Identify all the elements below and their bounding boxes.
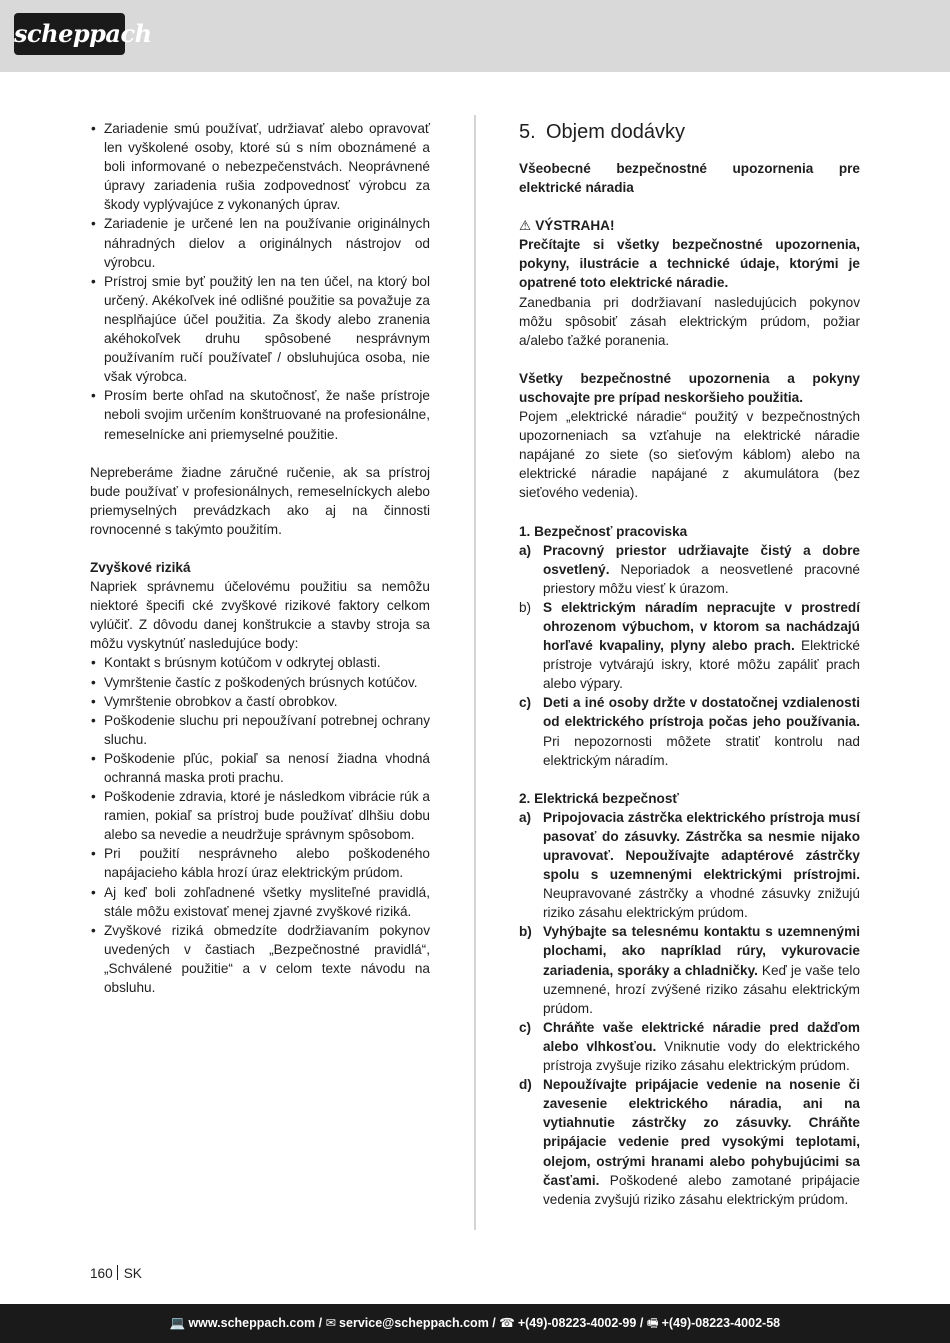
general-safety-heading: Všeobecné bezpečnostné upozornenia pre elektrické náradia [519,161,860,196]
page-header [0,0,950,72]
item-text: Elektrické prístroje vytvárajú iskry, ktoré môžu zapáliť prach alebo výpary. [543,638,860,692]
section-number: 5. [519,121,536,143]
email-link[interactable]: service@scheppach.com [339,1316,489,1330]
list-item [519,541,860,598]
contact-footer [0,1304,950,1343]
list-item [519,922,860,1017]
fax-number: +(49)-08223-4002-58 [661,1316,781,1330]
item-bold: Vyhýbajte sa telesnému kontaktu s uzemnenými plochami, ako napríklad rúry, vykurovacie zariadenia, sporáky a chladničky. [543,924,860,978]
electrical-safety-heading: 2. Elektrická bezpečnosť [519,790,679,806]
list-item: • Poškodenie pľúc, pokiaľ sa nenosí žiadna vhodná ochranná maska proti prachu. [90,749,430,787]
item-bold: Deti a iné osoby držte v dostatočnej vzdialenosti od elektrického prístroja počas jeho používania. [543,695,860,730]
laptop-icon: 💻 [169,1316,186,1330]
item-text: Neupravované zástrčky a vhodné zásuvky znižujú riziko zásahu elektrickým prúdom. [543,886,860,921]
list-item: • Zariadenie smú používať, udržiavať alebo opravovať len vyškolené osoby, ktoré sú s ním oboznámené a boli informované o nebezpečenstvách. Neoprávnené úpravy zariadenia rušia zodpovednosť výrobcu za škody vyplývajúce z vykonaných úprav. [90,119,430,214]
right-column [519,119,860,1209]
list-item: • Vymrštenie častíc z poškodených brúsnych kotúčov. [90,673,430,692]
warning-label-text: VÝSTRAHA! [535,218,615,234]
list-item: • Aj keď boli zohľadnené všetky mysliteľné pravidlá, stále môžu existovať menej zjavné zvyškové riziká. [90,883,430,921]
mail-icon: ✉ [325,1316,337,1330]
list-item [519,808,860,923]
list-item: • Poškodenie sluchu pri nepoužívaní potrebnej ochrany sluchu. [90,711,430,749]
item-text: Neporiadok a neosvetlené pracovné priestory môžu viesť k úrazom. [543,561,860,596]
page-separator [117,1265,118,1280]
language-code: SK [123,1266,142,1281]
item-bold: Chráňte vaše elektrické náradie pred dažďom alebo vlhkosťou. [543,1019,860,1054]
item-letter: c) [519,695,532,711]
phone-number: +(49)-08223-4002-99 [517,1316,637,1330]
keep-instructions-text: Pojem „elektrické náradie“ použitý v bezpečnostných upozorneniach sa vzťahuje na elektrické náradie napájané zo siete (so sieťovým káblom) alebo na elektrické náradie napájané z akumulátora (bez sieťového vedenia). [519,409,860,501]
left-column [90,119,430,997]
risks-bullet-list [90,653,430,997]
section-heading [519,119,860,145]
warning-triangle-icon: ⚠ [519,218,532,234]
list-item: • Vymrštenie obrobkov a častí obrobkov. [90,692,430,711]
list-item: • Pri použití nesprávneho alebo poškodeného napájacieho kábla hrozí úraz elektrickým prúdom. [90,844,430,882]
scheppach-logo: scheppach [14,13,125,55]
residual-risks-intro: Napriek správnemu účelovému použitiu sa nemôžu niektoré špecifi cké zvyškové rizikové faktory celkom vylúčiť. Z dôvodu danej konštrukcie a stavby stroja sa môžu vyskytnúť nasledujúce body: [90,579,430,652]
warranty-paragraph: Nepreberáme žiadne záručné ručenie, ak sa prístroj bude používať v profesionálnych, remeselníckych alebo priemyselných prevádzkach ako aj na činnosti rovnocenné s takýmto použitím. [90,464,430,537]
item-text: Vniknutie vody do elektrického prístroja zvyšuje riziko zásahu elektrickým prúdom. [543,1038,860,1074]
list-item [519,598,860,693]
list-item: • Zariadenie je určené len na používanie originálnych náhradných dielov a originálnych nástrojov od výrobcu. [90,214,430,271]
website-link[interactable]: www.scheppach.com [188,1316,316,1330]
list-item [519,693,860,769]
list-item: • Zvyškové riziká obmedzíte dodržiavaním pokynov uvedených v častiach „Bezpečnostné pravidlá“, „Schválené použitie“ a v celom texte návodu na obsluhu. [90,921,430,997]
page-number [90,1265,142,1282]
usage-bullet-list [90,119,430,444]
list-item: • Prístroj smie byť použitý len na ten účel, na ktorý bol určený. Akékoľvek iné odlišné použitie sa považuje za nesplňajúce účel použitia. Za škody alebo zranenia akéhokoľvek druhu spôsobené nesprávnym používaním ručí používateľ / obsluhujúca osoba, nie však výrobca. [90,272,430,387]
footer-separator: / [318,1316,323,1330]
item-letter: d) [519,1077,532,1093]
item-bold: S elektrickým náradím nepracujte v prostredí ohrozenom výbuchom, v ktorom sa nachádzajú horľavé kvapaliny, plyny alebo prach. [543,599,860,654]
item-bold: Nepoužívajte pripájacie vedenie na nosenie či zavesenie elektrického náradia, ani na vytiahnutie zástrčky zo zásuvky. Chráňte pripájacie vedenie pred vysokými teplotami, olejom, ostrými hranami alebo pohybujúcimi sa časťami. [543,1077,860,1188]
item-bold: Pracovný priestor udržiavajte čistý a dobre osvetlený. [543,542,860,577]
warning-bold-text: Prečítajte si všetky bezpečnostné upozornenia, pokyny, ilustrácie a technické údaje, ktorými je opatrené toto elektrické náradie. [519,237,860,291]
list-item: • Prosím berte ohľad na skutočnosť, že naše prístroje neboli svojim určením konštruované na profesionálne, remeselnícke ani priemyselné použitie. [90,386,430,443]
section-title: Objem dodávky [546,121,685,143]
column-divider [474,115,476,1230]
footer-separator: / [492,1316,496,1330]
list-item [519,1018,860,1075]
item-text: Keď je vaše telo uzemnené, hrozí zvýšené riziko zásahu elektrickým prúdom. [543,962,861,1016]
item-letter: a) [519,809,532,825]
list-item [519,1075,860,1209]
warning-label [519,216,860,235]
list-item: • Kontakt s brúsnym kotúčom v odkrytej oblasti. [90,653,430,672]
residual-risks-heading: Zvyškové riziká [90,559,191,575]
fax-icon: 🖷 [646,1316,659,1330]
item-letter: c) [519,1019,532,1035]
item-letter: b) [519,924,532,940]
item-letter: a) [519,542,532,558]
footer-separator: / [639,1316,644,1330]
warning-text: Zanedbania pri dodržiavaní nasledujúcich pokynov môžu spôsobiť zásah elektrickým prúdom, požiar a/alebo ťažké poranenia. [519,294,860,348]
item-bold: Pripojovacia zástrčka elektrického prístroja musí pasovať do zásuvky. Zástrčka sa nesmie nijako upravovať. Nepoužívajte adaptérové zástrčky spolu s uzemnenými elektrickými prístrojmi. [543,809,860,883]
keep-instructions-heading: Všetky bezpečnostné upozornenia a pokyny uschovajte pre prípad neskoršieho použitia. [519,370,860,405]
page-number-value: 160 [90,1266,113,1281]
phone-icon: ☎ [499,1316,515,1330]
workplace-safety-list [519,541,860,770]
item-text: Pri nepozornosti môžete stratiť kontrolu nad elektrickým náradím. [543,733,860,768]
item-text: Poškodené alebo zamotané pripájacie vedenia zvyšujú riziko zásahu elektrickým prúdom. [543,1172,860,1207]
list-item: • Poškodenie zdravia, ktoré je následkom vibrácie rúk a ramien, pokiaľ sa prístroj bude používať dlhšiu dobu alebo sa nevedie a neudržuje správnym spôsobom. [90,787,430,844]
workplace-safety-heading: 1. Bezpečnosť pracoviska [519,523,688,539]
item-letter: b) [519,599,532,615]
electrical-safety-list [519,808,860,1209]
